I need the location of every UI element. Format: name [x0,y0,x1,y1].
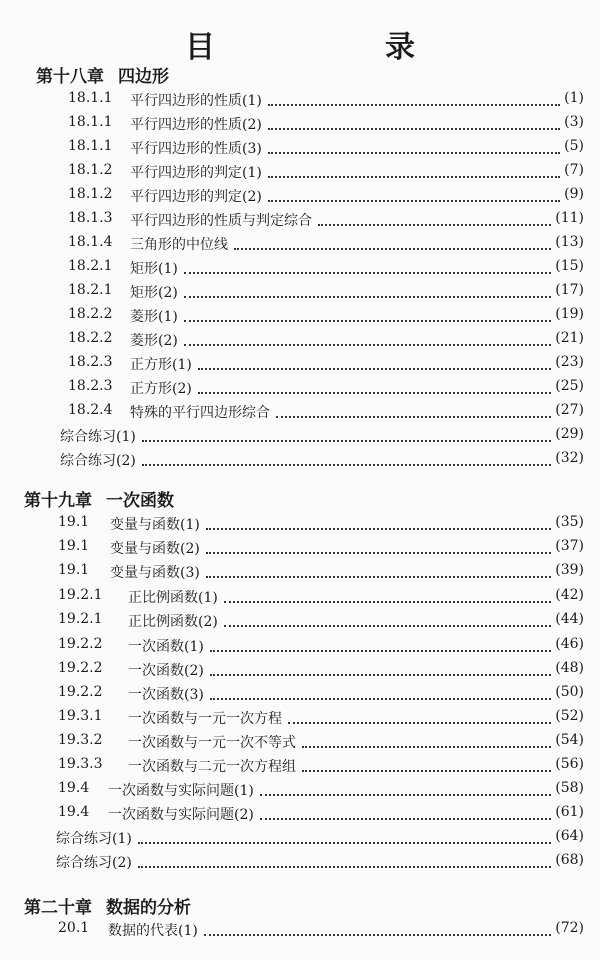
page-number: (37) [555,538,584,554]
page-number: (44) [555,611,584,627]
section-number: 19.2.1 [58,587,103,603]
entry-title: 平行四边形的判定(1) [130,165,262,181]
toc-entry [0,852,600,872]
dot-leader [184,318,551,322]
entry-title: 平行四边形的性质与判定综合 [130,213,312,229]
entry-title: 一次函数(2) [128,663,204,679]
dot-leader [142,438,551,442]
toc-entry [0,732,600,752]
toc-entry [0,514,600,534]
page-number: (54) [555,732,584,748]
toc-entry [0,210,600,230]
page-number: (48) [555,660,584,676]
entry-title: 一次函数与实际问题(1) [108,783,254,799]
entry-title: 综合练习(2) [56,855,132,871]
chapter-heading [36,62,169,87]
chapter-title: 四边形 [118,67,169,87]
entry-title: 一次函数与二元一次方程组 [128,759,296,775]
section-number: 19.1 [58,562,90,578]
section-number: 19.2.1 [58,611,103,627]
entry-title: 一次函数(1) [128,639,204,655]
toc-entry [0,330,600,350]
dot-leader [268,102,560,106]
entry-title: 矩形(1) [130,261,178,277]
section-number: 18.2.1 [68,282,113,298]
toc-entry [0,756,600,776]
entry-title: 一次函数与一元一次方程 [128,711,282,727]
section-number: 18.2.2 [68,306,113,322]
entry-title: 平行四边形的性质(3) [130,141,262,157]
chapter-number: 第十八章 [36,67,104,87]
dot-leader [184,270,551,274]
section-number: 19.4 [58,780,90,796]
entry-title: 菱形(1) [130,309,178,325]
dot-leader [268,150,560,154]
page-number: (5) [564,138,584,154]
section-number: 18.1.1 [68,114,113,130]
section-number: 19.3.1 [58,708,103,724]
page-number: (35) [555,514,584,530]
page-number: (61) [555,804,584,820]
page-number: (52) [555,708,584,724]
section-number: 19.2.2 [58,684,103,700]
section-number: 18.1.1 [68,90,113,106]
dot-leader [204,932,551,936]
toc-entry [0,114,600,134]
chapter-heading [24,486,174,511]
toc-entry [0,426,600,446]
section-number: 19.4 [58,804,90,820]
entry-title: 综合练习(1) [60,429,136,445]
chapter-title: 数据的分析 [106,898,191,918]
dot-leader [276,414,551,418]
dot-leader [138,840,551,844]
dot-leader [268,174,560,178]
dot-leader [224,623,551,627]
entry-title: 平行四边形的判定(2) [130,189,262,205]
dot-leader [198,390,551,394]
page-number: (19) [555,306,584,322]
toc-entry [0,780,600,800]
entry-title: 矩形(2) [130,285,178,301]
page-number: (7) [564,162,584,178]
toc-entry [0,450,600,470]
entry-title: 综合练习(1) [56,831,132,847]
dot-leader [260,792,551,796]
dot-leader [138,864,551,868]
dot-leader [288,720,551,724]
entry-title: 一次函数与一元一次不等式 [128,735,296,751]
entry-title: 综合练习(2) [60,453,136,469]
toc-entry [0,828,600,848]
entry-title: 菱形(2) [130,333,178,349]
toc-entry [0,354,600,374]
entry-title: 三角形的中位线 [130,237,228,253]
toc-entry [0,306,600,326]
dot-leader [302,768,551,772]
page-number: (25) [555,378,584,394]
toc-entry [0,920,600,940]
section-number: 20.1 [58,920,90,936]
page-number: (39) [555,562,584,578]
section-number: 19.1 [58,514,90,530]
section-number: 19.3.3 [58,756,103,772]
toc-entry [0,562,600,582]
section-number: 19.2.2 [58,660,103,676]
dot-leader [210,672,551,676]
toc-entry [0,538,600,558]
page-number: (21) [555,330,584,346]
toc-entry [0,660,600,680]
dot-leader [184,342,551,346]
dot-leader [206,550,551,554]
section-number: 19.2.2 [58,636,103,652]
toc-entry [0,611,600,631]
page-title: 目 录 [185,30,485,65]
page-number: (68) [555,852,584,868]
entry-title: 一次函数(3) [128,687,204,703]
entry-title: 变量与函数(2) [110,541,200,557]
section-number: 18.1.4 [68,234,113,250]
section-number: 18.2.1 [68,258,113,274]
entry-title: 一次函数与实际问题(2) [108,807,254,823]
dot-leader [184,294,551,298]
page-number: (58) [555,780,584,796]
toc-entry [0,234,600,254]
dot-leader [210,696,551,700]
section-number: 18.2.3 [68,378,113,394]
entry-title: 特殊的平行四边形综合 [130,405,270,421]
dot-leader [210,648,551,652]
page-number: (56) [555,756,584,772]
page-number: (23) [555,354,584,370]
entry-title: 平行四边形的性质(1) [130,93,262,109]
toc-entry [0,90,600,110]
entry-title: 数据的代表(1) [108,923,198,939]
section-number: 18.1.3 [68,210,113,226]
dot-leader [142,462,551,466]
entry-title: 正方形(2) [130,381,192,397]
page-number: (11) [555,210,584,226]
dot-leader [302,744,551,748]
toc-entry [0,587,600,607]
toc-entry [0,378,600,398]
chapter-number: 第十九章 [24,491,92,511]
toc-entry [0,162,600,182]
page-number: (1) [564,90,584,106]
dot-leader [198,366,551,370]
toc-entry [0,138,600,158]
chapter-number: 第二十章 [24,898,92,918]
section-number: 18.2.3 [68,354,113,370]
page-number: (64) [555,828,584,844]
page-number: (3) [564,114,584,130]
dot-leader [206,574,551,578]
section-number: 18.1.1 [68,138,113,154]
page-number: (27) [555,402,584,418]
toc-entry [0,684,600,704]
page-number: (29) [555,426,584,442]
page-number: (13) [555,234,584,250]
toc-entry [0,804,600,824]
dot-leader [318,222,551,226]
toc-entry [0,402,600,422]
entry-title: 变量与函数(3) [110,565,200,581]
entry-title: 正方形(1) [130,357,192,373]
entry-title: 正比例函数(1) [128,590,218,606]
toc-entry [0,282,600,302]
page-number: (9) [564,186,584,202]
page-number: (72) [555,920,584,936]
section-number: 18.2.2 [68,330,113,346]
entry-title: 变量与函数(1) [110,517,200,533]
section-number: 18.2.4 [68,402,113,418]
chapter-heading [24,893,191,918]
section-number: 18.1.2 [68,186,113,202]
chapter-title: 一次函数 [106,491,174,511]
entry-title: 正比例函数(2) [128,614,218,630]
toc-entry [0,258,600,278]
dot-leader [234,246,551,250]
toc-entry [0,708,600,728]
dot-leader [260,816,551,820]
page-number: (17) [555,282,584,298]
page-number: (42) [555,587,584,603]
entry-title: 平行四边形的性质(2) [130,117,262,133]
section-number: 19.1 [58,538,90,554]
dot-leader [268,126,560,130]
dot-leader [224,599,551,603]
page-number: (46) [555,636,584,652]
page-number: (15) [555,258,584,274]
page-number: (32) [555,450,584,466]
dot-leader [268,198,560,202]
page-number: (50) [555,684,584,700]
section-number: 18.1.2 [68,162,113,178]
toc-entry [0,636,600,656]
dot-leader [206,526,551,530]
section-number: 19.3.2 [58,732,103,748]
toc-entry [0,186,600,206]
